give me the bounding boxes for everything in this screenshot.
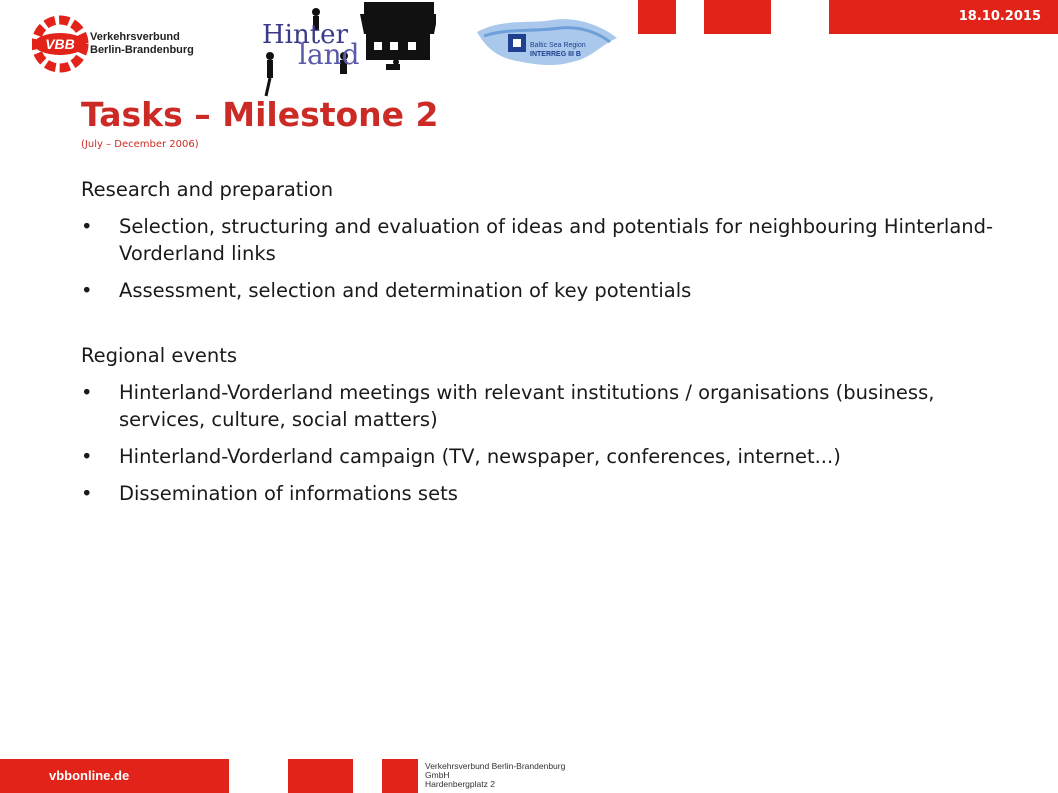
footer-address: [425, 762, 565, 789]
slide-date: 18.10.2015: [958, 9, 1041, 24]
hinterland-logo-word1: Hinter: [262, 20, 348, 50]
bsr-line2: INTERREG III B: [530, 51, 581, 58]
bullet-glyph: •: [81, 279, 93, 302]
footer-red-block-2: [288, 759, 353, 793]
baltic-sea-region-text: [530, 41, 586, 59]
bullet-glyph: •: [81, 381, 93, 404]
bullet-glyph: •: [81, 482, 93, 505]
header-red-block-1: [638, 0, 676, 34]
bullet-text: Assessment, selection and determination of key potentials: [119, 279, 692, 302]
bullet-item: [81, 277, 1001, 304]
bullet-item: [81, 379, 1001, 433]
header-red-block-2: [704, 0, 771, 34]
footer-red-block-3: [382, 759, 418, 793]
bullet-text: Hinterland-Vorderland meetings with relevant institutions / organisations (business, services, culture, social matters): [119, 381, 935, 431]
slide-content: [81, 176, 1001, 507]
footer-address-line3: Hardenbergplatz 2: [425, 779, 495, 789]
section-heading: Research and preparation: [81, 178, 334, 201]
bullet-item: [81, 213, 1001, 267]
bullet-item: [81, 480, 1001, 507]
bullet-text: Hinterland-Vorderland campaign (TV, newspaper, conferences, internet...): [119, 445, 841, 468]
vbb-name-line1: Verkehrsverbund: [90, 31, 180, 43]
vbb-logo-name: [90, 31, 194, 57]
footer-address-line1: Verkehrsverbund Berlin-Brandenburg: [425, 761, 566, 771]
bsr-line1: Baltic Sea Region: [530, 42, 586, 49]
bullet-glyph: •: [81, 215, 93, 238]
section-heading: Regional events: [81, 344, 238, 367]
hinterland-logo-word2: land: [298, 38, 360, 71]
footer-address-line2: GmbH: [425, 770, 450, 780]
vbb-name-line2: Berlin-Brandenburg: [90, 44, 194, 56]
bullet-item: [81, 443, 1001, 470]
bullet-text: Dissemination of informations sets: [119, 482, 458, 505]
slide-subtitle: (July – December 2006): [81, 139, 199, 150]
bullet-glyph: •: [81, 445, 93, 468]
vbb-logo-mark: VBB: [45, 36, 75, 52]
footer-website-link[interactable]: vbbonline.de: [49, 768, 130, 783]
slide-title: Tasks – Milestone 2: [81, 95, 439, 134]
bullet-text: Selection, structuring and evaluation of ideas and potentials for neighbouring Hinterland-Vorderland links: [119, 215, 994, 265]
